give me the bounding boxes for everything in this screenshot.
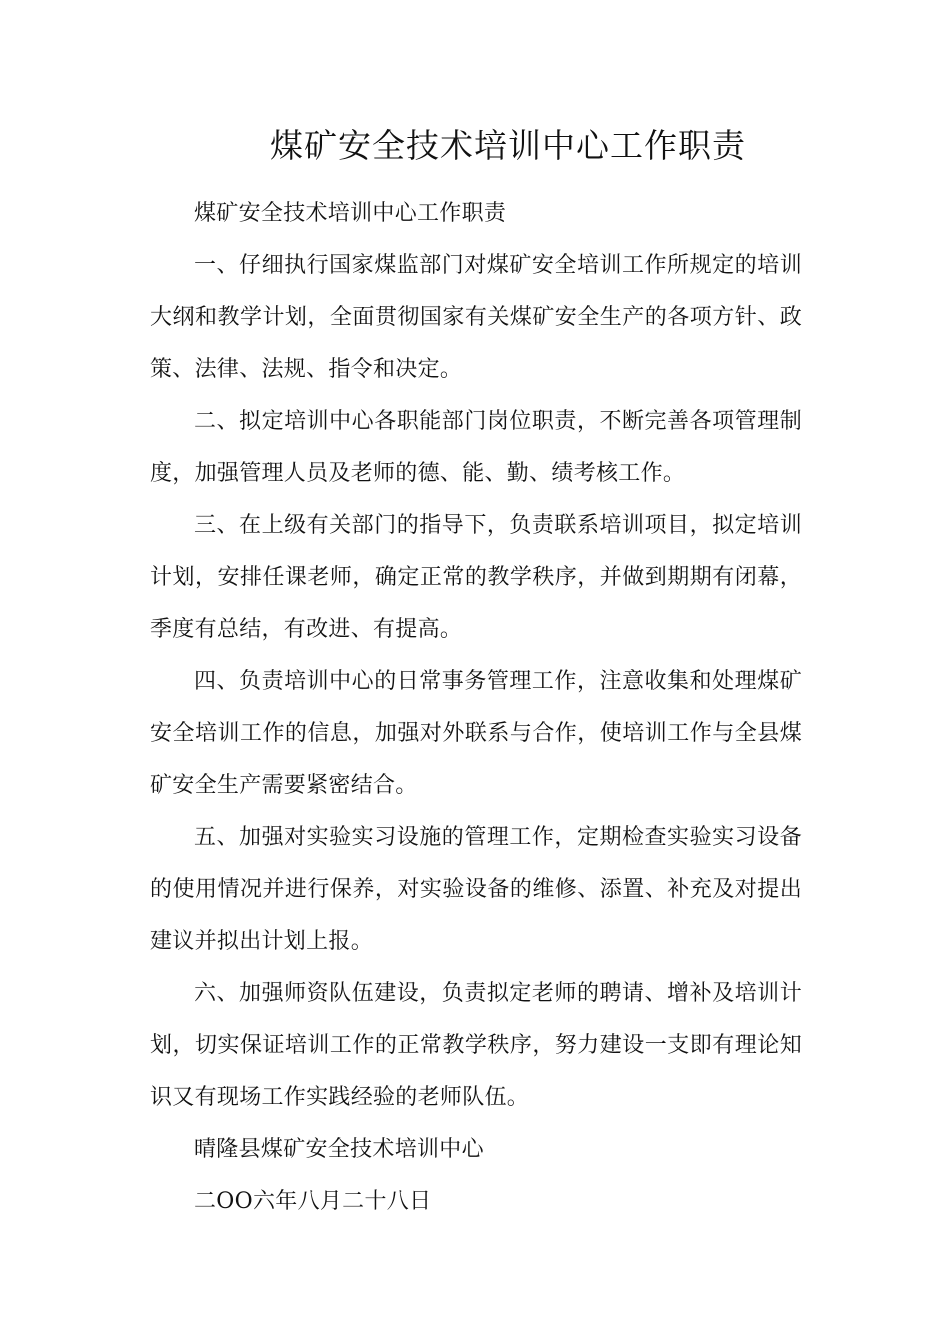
document-title: 煤矿安全技术培训中心工作职责 bbox=[270, 126, 746, 165]
organization-signature: 晴隆县煤矿安全技术培训中心 bbox=[194, 1137, 484, 1162]
duty-item-2: 二、拟定培训中心各职能部门岗位职责，不断完善各项管理制度，加强管理人员及老师的德、能、勤、绩考核工作。 bbox=[150, 409, 802, 486]
duty-item-5: 五、加强对实验实习设施的管理工作，定期检查实验实习设备的使用情况并进行保养，对实验设备的维修、添置、补充及对提出建议并拟出计划上报。 bbox=[150, 825, 802, 954]
duty-item-6: 六、加强师资队伍建设，负责拟定老师的聘请、增补及培训计划，切实保证培训工作的正常教学秩序，努力建设一支即有理论知识又有现场工作实践经验的老师队伍。 bbox=[150, 981, 802, 1110]
duty-item-4: 四、负责培训中心的日常事务管理工作，注意收集和处理煤矿安全培训工作的信息，加强对外联系与合作，使培训工作与全县煤矿安全生产需要紧密结合。 bbox=[150, 669, 802, 798]
duty-item-3: 三、在上级有关部门的指导下，负责联系培训项目，拟定培训计划，安排任课老师，确定正常的教学秩序，并做到期期有闭幕，季度有总结，有改进、有提高。 bbox=[150, 513, 802, 642]
duty-item-1: 一、仔细执行国家煤监部门对煤矿安全培训工作所规定的培训大纲和教学计划，全面贯彻国家有关煤矿安全生产的各项方针、政策、法律、法规、指令和决定。 bbox=[150, 253, 802, 382]
document-date: 二OO六年八月二十八日 bbox=[194, 1189, 432, 1214]
document-body bbox=[150, 188, 802, 1228]
subtitle-paragraph: 煤矿安全技术培训中心工作职责 bbox=[194, 201, 507, 226]
